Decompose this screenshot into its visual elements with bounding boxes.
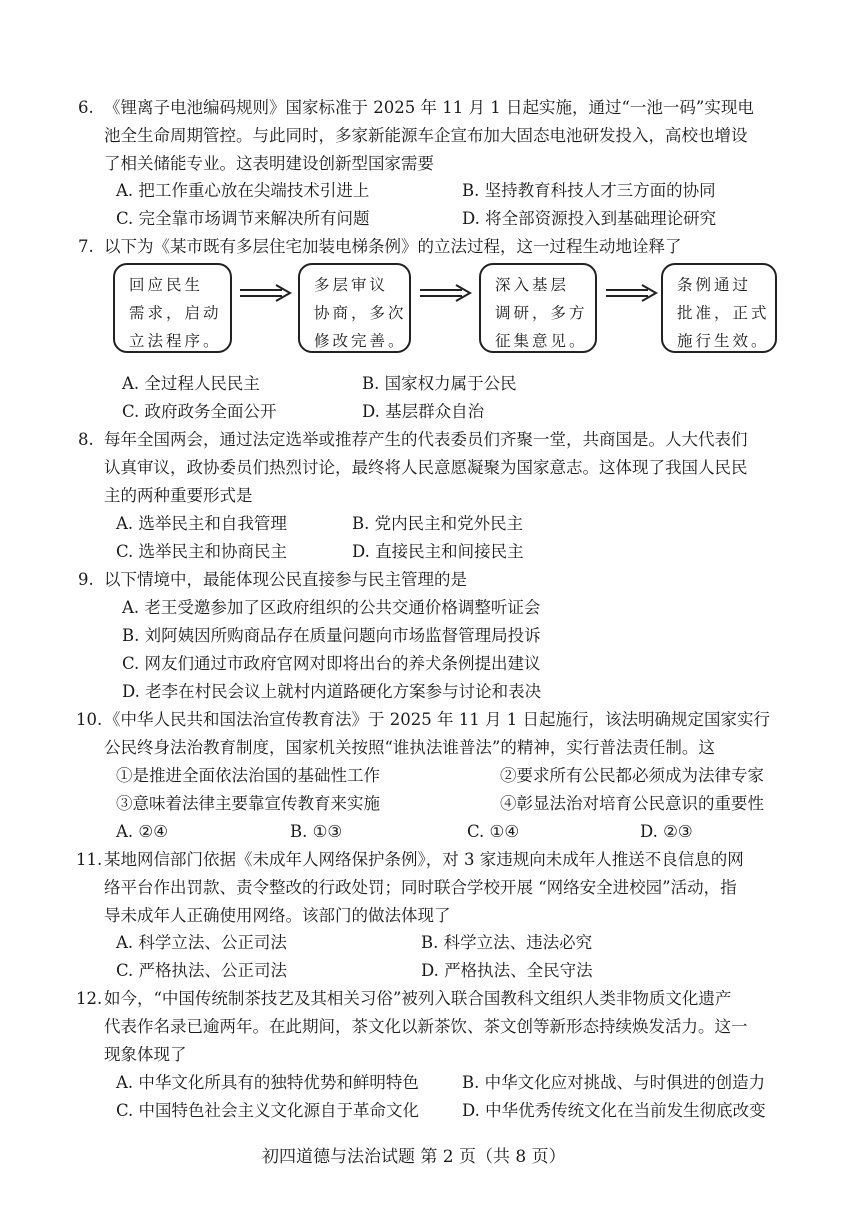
flow-step-1-line-2: 需求，启动 [129,304,222,322]
question-12-stem-line-1: 如今，“中国传统制茶技艺及其相关习俗”被列入联合国教科文组织人类非物质文化遗产 [104,989,732,1008]
question-9-option-d: D. 老李在村民会议上就村内道路硬化方案参与讨论和表决 [122,682,542,701]
question-10-statement-4: ④彰显法治对培育公民意识的重要性 [500,794,764,813]
question-10-option-b: B. ①③ [290,822,343,841]
flow-step-1 [113,263,232,353]
flow-step-1-line-3: 立法程序。 [129,332,222,350]
question-6-option-b: B. 坚持教育科技人才三方面的协同 [462,181,716,200]
question-6-option-c: C. 完全靠市场调节来解决所有问题 [116,209,370,228]
question-7-option-c: C. 政府政务全面公开 [122,402,277,421]
flow-step-2-line-3: 修改完善。 [314,332,407,350]
question-6-number: 6. [78,98,94,117]
question-9-option-a: A. 老王受邀参加了区政府组织的公共交通价格调整听证会 [122,598,541,617]
question-7-option-d: D. 基层群众自治 [362,402,485,421]
flow-step-2 [298,263,411,353]
question-12-option-c: C. 中国特色社会主义文化源自于革命文化 [116,1101,420,1120]
question-12-stem-line-2: 代表作名录已逾两年。在此期间，茶文化以新茶饮、茶文创等新形态持续焕发活力。这一 [104,1017,748,1036]
question-9-option-c: C. 网友们通过市政府官网对即将出台的养犬条例提出建议 [122,654,541,673]
question-12-stem-line-3: 现象体现了 [104,1045,187,1064]
question-10-statement-2: ②要求所有公民都必须成为法律专家 [500,766,764,785]
question-12-option-d: D. 中华优秀传统文化在当前发生彻底改变 [462,1101,766,1120]
question-11-option-c: C. 严格执法、公正司法 [116,961,288,980]
question-12-number: 12. [76,989,103,1008]
flow-step-2-line-1: 多层审议 [314,276,389,294]
question-11-option-b: B. 科学立法、违法必究 [421,933,593,952]
question-8-stem-line-1: 每年全国两会，通过法定选举或推荐产生的代表委员们齐聚一堂，共商国是。人大代表们 [104,430,748,449]
flow-step-4 [661,263,777,353]
question-10-statement-3: ③意味着法律主要靠宣传教育来实施 [116,794,380,813]
flow-step-3-line-1: 深入基层 [495,276,570,294]
question-6-stem-line-2: 池全生命周期管控。与此同时，多家新能源车企宣布加大固态电池研发投入，高校也增设 [104,126,748,145]
flow-step-3 [479,263,597,353]
question-7-option-b: B. 国家权力属于公民 [362,374,517,393]
flow-step-4-line-3: 施行生效。 [677,332,770,350]
question-7-number: 7. [78,237,94,256]
question-9-number: 9. [78,570,94,589]
question-11-number: 11. [76,850,103,869]
question-10-stem-line-2: 公民终身法治教育制度，国家机关按照“谁执法谁普法”的精神，实行普法责任制。这 [104,738,715,757]
question-8-option-d: D. 直接民主和间接民主 [352,542,524,561]
question-10-option-c: C. ①④ [467,822,520,841]
flow-arrow-3-icon [604,283,660,303]
question-10-number: 10. [76,710,103,729]
question-6-stem-line-1: 《锂离子电池编码规则》国家标准于 2025 年 11 月 1 日起实施，通过“一池一码”实现电 [104,98,754,117]
flow-step-3-line-2: 调研，多方 [495,304,588,322]
question-10-option-d: D. ②③ [640,822,693,841]
flow-step-3-line-3: 征集意见。 [495,332,588,350]
flow-step-4-line-1: 条例通过 [677,276,752,294]
flow-step-1-line-1: 回应民生 [129,276,204,294]
question-6-option-d: D. 将全部资源投入到基础理论研究 [462,209,717,228]
question-8-option-b: B. 党内民主和党外民主 [352,514,524,533]
question-8-option-c: C. 选举民主和协商民主 [116,542,288,561]
question-11-stem-line-2: 络平台作出罚款、责令整改的行政处罚；同时联合学校开展 “网络安全进校园”活动，指 [104,878,737,897]
question-8-stem-line-2: 认真审议，政协委员们热烈讨论，最终将人民意愿凝聚为国家意志。这体现了我国人民民 [104,458,748,477]
question-10-statement-1: ①是推进全面依法治国的基础性工作 [116,766,380,785]
question-7-option-a: A. 全过程人民民主 [122,374,260,393]
question-8-number: 8. [78,430,94,449]
flow-step-4-line-2: 批准，正式 [677,304,770,322]
question-8-option-a: A. 选举民主和自我管理 [116,514,287,533]
question-7-stem: 以下为《某市既有多层住宅加装电梯条例》的立法过程，这一过程生动地诠释了 [104,237,682,256]
question-10-option-a: A. ②④ [116,822,168,841]
question-9-option-b: B. 刘阿姨因所购商品存在质量问题向市场监督管理局投诉 [122,626,541,645]
question-12-option-b: B. 中华文化应对挑战、与时俱进的创造力 [462,1073,766,1092]
question-11-option-a: A. 科学立法、公正司法 [116,933,287,952]
question-12-option-a: A. 中华文化所具有的独特优势和鲜明特色 [116,1073,419,1092]
question-11-option-d: D. 严格执法、全民守法 [421,961,593,980]
question-11-stem-line-3: 导未成年人正确使用网络。该部门的做法体现了 [104,906,451,925]
flow-arrow-2-icon [418,283,474,303]
question-9-stem: 以下情境中，最能体现公民直接参与民主管理的是 [104,570,467,589]
question-10-stem-line-1: 《中华人民共和国法治宣传教育法》于 2025 年 11 月 1 日起施行，该法明确规定国家实行 [104,710,770,729]
question-6-option-a: A. 把工作重心放在尖端技术引进上 [116,181,370,200]
question-11-stem-line-1: 某地网信部门依据《未成年人网络保护条例》，对 3 家违规向未成年人推送不良信息的网 [104,850,744,869]
flow-step-2-line-2: 协商，多次 [314,304,407,322]
question-8-stem-line-3: 主的两种重要形式是 [104,486,253,505]
page-footer: 初四道德与法治试题 第 2 页（共 8 页） [262,1147,566,1167]
question-6-stem-line-3: 了相关储能专业。这表明建设创新型国家需要 [104,154,434,173]
flow-arrow-1-icon [238,283,294,303]
